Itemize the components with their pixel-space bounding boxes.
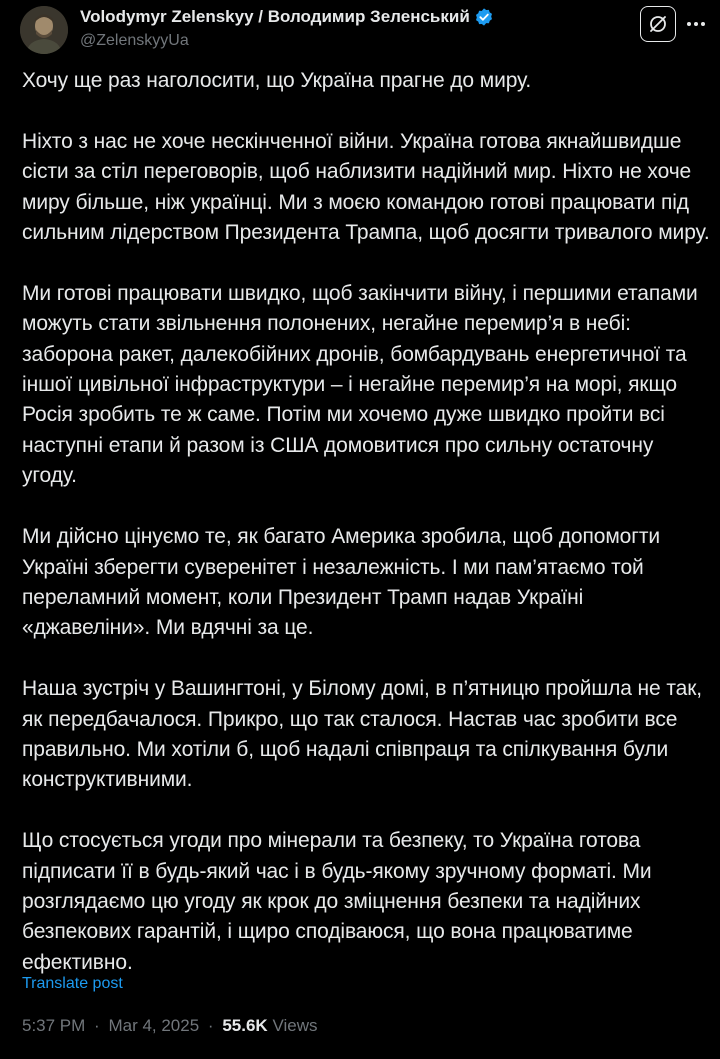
separator-dot: ·	[94, 1016, 100, 1035]
post-time[interactable]: 5:37 PM	[22, 1016, 86, 1035]
views-count[interactable]: 55.6K	[222, 1016, 268, 1035]
post-text: Хочу ще раз наголосити, що Україна прагне до миру. Ніхто з нас не хоче нескінченної війни. Україна готова якнайшвидше сісти за стіл переговорів, щоб наблизити надійний мир. Ніхто не хоче миру більше, ніж українці. Ми з моєю командою готові працювати під сильним лідерством Президента Трампа, щоб досягти тривалого миру. Ми готові працювати швидко, щоб закінчити війну, і першими етапами можуть стати звільнення полонених, негайне перемир’я в небі: заборона ракет, далекобійних дронів, бомбардувань енергетичної та іншої цивільної інфраструктури – і негайне перемир’я на морі, якщо Росія зробить те ж саме. Потім ми хочемо дуже швидко пройти всі наступні етапи й разом із США домовитися про сильну остаточну угоду. Ми дійсно цінуємо те, як багато Америка зробила, щоб допомогти Україні зберегти суверенітет і незалежність. І ми пам’ятаємо той переламний момент, коли Президент Трамп надав Україні «джавеліни». Ми вдячні за це. Наша зустріч у Вашингтоні, у Білому домі, в п’ятницю пройшла не так, як передбачалося. Прикро, що так сталося. Настав час зробити все правильно. Ми хотіли б, щоб надалі співпраця та спілкування були конструктивними. Що стосується угоди про мінерали та безпеку, то Україна готова підписати її в будь-який час і в будь-якому зручному форматі. Ми розглядаємо цю угоду як крок до зміцнення безпеки та надійних безпекових гарантій, і щиро сподіваюся, що вона працюватиме ефективно.	[22, 69, 710, 974]
post-metadata	[22, 1016, 317, 1036]
verified-badge-icon[interactable]	[474, 7, 494, 27]
author-handle[interactable]: @ZelenskyyUa	[80, 32, 189, 49]
post-date[interactable]: Mar 4, 2025	[108, 1016, 200, 1035]
post-header	[0, 0, 720, 60]
views-label: Views	[272, 1016, 318, 1035]
avatar-photo	[20, 6, 68, 54]
display-name[interactable]: Volodymyr Zelenskyy / Володимир Зеленський	[80, 7, 470, 26]
more-options-icon	[685, 13, 707, 35]
translate-post-link[interactable]: Translate post	[22, 975, 123, 992]
more-options-button[interactable]	[680, 8, 712, 40]
separator-dot: ·	[207, 1016, 214, 1035]
display-name-row	[80, 6, 600, 28]
grok-button[interactable]	[640, 6, 676, 42]
avatar[interactable]	[20, 6, 68, 54]
grok-icon	[647, 13, 669, 35]
author-names	[80, 6, 600, 50]
